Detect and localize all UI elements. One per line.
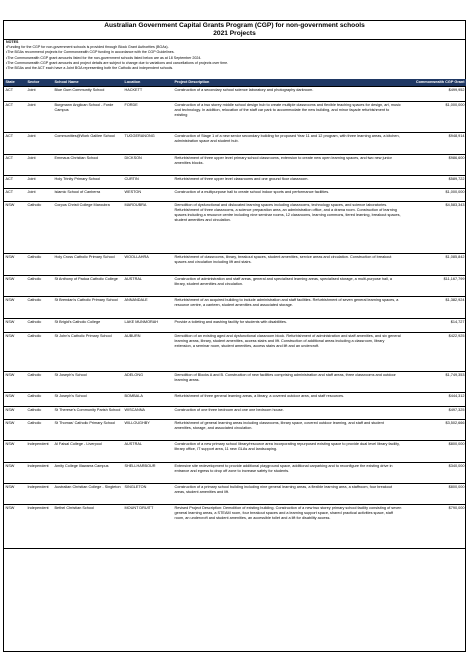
cell-state: NSW [4,333,26,372]
cell-sector: Joint [26,133,53,155]
cell-project-description: Construction of one three bedroom and one one bedroom house. [173,407,403,420]
notes-heading: NOTES [6,40,19,44]
document-subtitle: 2021 Projects [213,30,256,37]
cell-location: LAKE MUNMORAH [123,319,173,333]
cell-project-description: Demolition of an existing aged and dysfunctional classroom block. Refurbishment of administration and staff amenities, and six general learning areas, library, student amenities, access stairs and lift. Construction of additional areas including a classroom, library extension, a seminar room, student amenities, access stairs and lift and an undercroft. [173,333,403,372]
cell-sector: Independent [26,463,53,484]
cell-school-name: Communities@Work Galilee School [53,133,123,155]
cell-location: DICKSON [123,155,173,176]
cell-grant: $589,722 [403,176,466,189]
cell-project-description: Construction of administration and staff areas, general and specialised learning areas, specialised storage, a multi-purpose hall, a library, student amenities and circulation. [173,276,403,297]
cell-school-name: St Joseph's School [53,393,123,407]
cell-sector: Catholic [26,372,53,393]
table-row [4,202,466,254]
note-item: • The Commonwealth CGP grant amounts and project details are subject to change due to variations and cancellations of projects over time. [6,61,461,66]
table-row [4,87,466,102]
cell-location: WISCANNA [123,407,173,420]
cell-location: CURTIN [123,176,173,189]
table-row [4,276,466,297]
cell-project-description: Refurbishment of general learning areas including classrooms, library space, covered outdoor learning, and staff and student amenities, storage, and associated circulation. [173,420,403,441]
cell-location: MOUNT DRUITT [123,505,173,549]
cell-school-name: Amity College Illawarra Campus [53,463,123,484]
cell-state: ACT [4,155,26,176]
projects-table [4,79,466,549]
cell-state: NSW [4,276,26,297]
cell-school-name: Blue Gum Community School [53,87,123,102]
cell-location: WOOLLAHRA [123,254,173,276]
cell-location: ADELONG [123,372,173,393]
notes-list [6,45,461,71]
cell-location: FORDE [123,102,173,133]
header-location: Location [123,79,173,87]
cell-sector: Joint [26,87,53,102]
cell-sector: Independent [26,484,53,505]
cell-location: SINGLETON [123,484,173,505]
cell-location: AUSTRAL [123,276,173,297]
table-row [4,319,466,333]
cell-school-name: St Therese's Community Parish School [53,407,123,420]
cell-sector: Catholic [26,202,53,254]
cell-school-name: St Anthony of Padua Catholic College [53,276,123,297]
cell-school-name: Islamic School of Canberra [53,189,123,202]
document-title: Australian Government Capital Grants Program (CGP) for non-government schools [104,22,365,29]
cell-location: WILLOUGHBY [123,420,173,441]
cell-project-description: Revised Project Description: Demolition of existing building. Construction of a new two storey primary school facility consisting of seven general learning areas, a STEAM room, four breakout spaces and a learning support space, shared practical activities space, staff room, an undercroft and student amenities, an accessible toilet and a lift for disability access. [173,505,403,549]
cell-project-description: Construction of a new primary school library/resource area incorporating repurposed existing space to provide dual level library facility, library office, IT support area, 11 new GLAs and landscaping. [173,441,403,463]
cell-sector: Catholic [26,420,53,441]
cell-sector: Joint [26,189,53,202]
cell-state: NSW [4,393,26,407]
cell-school-name: Al Faisal College - Liverpool [53,441,123,463]
cell-school-name: Holy Trinity Primary School [53,176,123,189]
note-item: • The Commonwealth CGP grant amounts listed for the non-government schools listed below are as at 18 September 2024. [6,56,461,61]
cell-location: SHELLHARBOUR [123,463,173,484]
cell-project-description: Construction of a multipurpose hall to create school indoor sports and performance facilities. [173,189,403,202]
cell-project-description: Refurbishment of classrooms, library, breakout spaces, student amenities, service areas and circulation. Construction of breakout spaces and circulation including lift and stairs. [173,254,403,276]
cell-location: AUBURN [123,333,173,372]
cell-sector: Joint [26,176,53,189]
table-row [4,441,466,463]
cell-project-description: Refurbishment of three general learning areas, a library, a covered outdoor area, and staff resources. [173,393,403,407]
cell-project-description: Demolition of Blocks A and B. Construction of new facilities comprising administration and staff areas, three classrooms and outdoor learning areas. [173,372,403,393]
table-row [4,505,466,549]
cell-sector: Catholic [26,407,53,420]
cell-project-description: Construction of Stage 1 of a new senior secondary building for proposed Year 11 and 12 program, with three learning areas, a kitchen, administration space and student hub. [173,133,403,155]
cell-project-description: Refurbishment of three upper level primary school classrooms, extension to create new open learning spaces, and two new junior amenities blocks. [173,155,403,176]
table-row [4,372,466,393]
cell-location: AUSTRAL [123,441,173,463]
cell-location: TUGGERANONG [123,133,173,155]
cell-grant: $1,000,000 [403,102,466,133]
cell-school-name: St Joseph's School [53,372,123,393]
cell-school-name: St Brigid's Catholic College [53,319,123,333]
cell-project-description: Refurbishment of an acquired building to include administration and staff facilities. Refurbishment of seven general learning spaces, a resource centre, a canteen, student amenities and associated storage. [173,297,403,319]
note-item: • The BGAs recommend projects for Commonwealth CGP funding in accordance with the CGP Guidelines. [6,50,461,55]
table-row [4,393,466,407]
header-project-description: Project Description [173,79,403,87]
cell-school-name: St Brendan's Catholic Primary School [53,297,123,319]
cell-school-name: Holy Cross Catholic Primary School [53,254,123,276]
cell-location: WESTON [123,189,173,202]
cell-grant: $800,000 [403,484,466,505]
cell-grant: $1,749,353 [403,372,466,393]
header-sector: Sector [26,79,53,87]
cell-state: ACT [4,102,26,133]
cell-location: BOMBALA [123,393,173,407]
cell-sector: Independent [26,441,53,463]
cell-state: NSW [4,505,26,549]
table-row [4,407,466,420]
cell-grant: $11,167,799 [403,276,466,297]
cell-sector: Catholic [26,276,53,297]
cell-school-name: St Thomas' Catholic Primary School [53,420,123,441]
cell-school-name: Emmaus Christian School [53,155,123,176]
cell-state: ACT [4,87,26,102]
cell-state: NSW [4,463,26,484]
table-row [4,102,466,133]
cell-state: NSW [4,372,26,393]
table-row [4,484,466,505]
cell-location: MAROUBRA [123,202,173,254]
cell-grant: $4,583,343 [403,202,466,254]
cell-state: NSW [4,297,26,319]
cell-state: NSW [4,407,26,420]
notes-section [6,40,461,71]
header-state: State [4,79,26,87]
cell-project-description: Extensive site redevelopment to provide additional playground space, additional carparking and to reconfigure the existing drive in entrance and egress to drop off zone to increase safety for students. [173,463,403,484]
table-row [4,297,466,319]
cell-state: NSW [4,484,26,505]
cell-location: HACKETT [123,87,173,102]
note-item: • The BGAs and the ACT each have a Joint BGA representing both the Catholic and independent schools. [6,66,461,71]
cell-grant: $499,952 [403,87,466,102]
cell-grant: $3,502,666 [403,420,466,441]
table-row [4,189,466,202]
cell-grant: $444,312 [403,393,466,407]
cell-project-description: Demolition of dysfunctional and dislocated learning spaces including classrooms, technology spaces, and science laboratories. Refurbishment of three classrooms, a science preparation area, an administration office, and a drama room. Construction of learning spaces including a resource centre including nine seminar rooms, 12 classrooms, learning commons, tiered learning, breakout spaces, student amenities and circulation. [173,202,403,254]
cell-sector: Independent [26,505,53,549]
table-row [4,463,466,484]
cell-project-description: Refurbishment of three upper level classrooms and one ground floor classroom. [173,176,403,189]
cell-project-description: Provide a toileting and washing facility for students with disabilities. [173,319,403,333]
header-grant: Commonwealth CGP Grant [403,79,466,87]
table-row [4,254,466,276]
cell-school-name: St John's Catholic Primary School [53,333,123,372]
cell-state: ACT [4,176,26,189]
cell-grant: $986,600 [403,155,466,176]
cell-sector: Catholic [26,393,53,407]
cell-sector: Joint [26,155,53,176]
cell-school-name: Corpus Christi College Maroubra [53,202,123,254]
cell-grant: $790,000 [403,505,466,549]
cell-school-name: Burgmann Anglican School - Forde Campus [53,102,123,133]
cell-sector: Joint [26,102,53,133]
table-row [4,133,466,155]
cell-state: NSW [4,420,26,441]
cell-grant: $1,382,924 [403,297,466,319]
cell-project-description: Construction of a two storey middle school design hub to create multiple classrooms and flexible teaching spaces for design, art, music and technology. In addition, relocation of the staff car park to accommodate the new building, and minor façade refurbishment to existing [173,102,403,133]
note-item: • Funding for the CGP for non-government schools is provided through Block Grant Authorities (BGAs). [6,45,461,50]
cell-sector: Catholic [26,333,53,372]
cell-state: NSW [4,319,26,333]
cell-grant: $497,325 [403,407,466,420]
cell-location: ANNANDALE [123,297,173,319]
cell-sector: Catholic [26,297,53,319]
cell-sector: Catholic [26,319,53,333]
cell-state: NSW [4,254,26,276]
cell-grant: $340,000 [403,463,466,484]
cell-grant: $1,000,000 [403,189,466,202]
cell-state: ACT [4,189,26,202]
table-row [4,176,466,189]
cell-grant: $800,000 [403,441,466,463]
cell-state: NSW [4,441,26,463]
table-row [4,333,466,372]
cell-project-description: Construction of a primary school building including nine general learning areas, a flexible learning area, a staffroom, four breakout areas, student amenities and lift. [173,484,403,505]
table-row [4,155,466,176]
cell-sector: Catholic [26,254,53,276]
cell-grant: $422,925 [403,333,466,372]
cell-state: ACT [4,133,26,155]
cell-school-name: Bethel Christian School [53,505,123,549]
table-row [4,420,466,441]
cell-grant: $1,085,842 [403,254,466,276]
cell-school-name: Australian Christian College - Singleton [53,484,123,505]
cell-project-description: Construction of a secondary school science laboratory and photography darkroom. [173,87,403,102]
cell-grant: $948,914 [403,133,466,155]
cell-grant: $14,727 [403,319,466,333]
cell-state: NSW [4,202,26,254]
document-page [3,20,466,652]
table-header-row [4,79,466,87]
header-school-name: School Name [53,79,123,87]
